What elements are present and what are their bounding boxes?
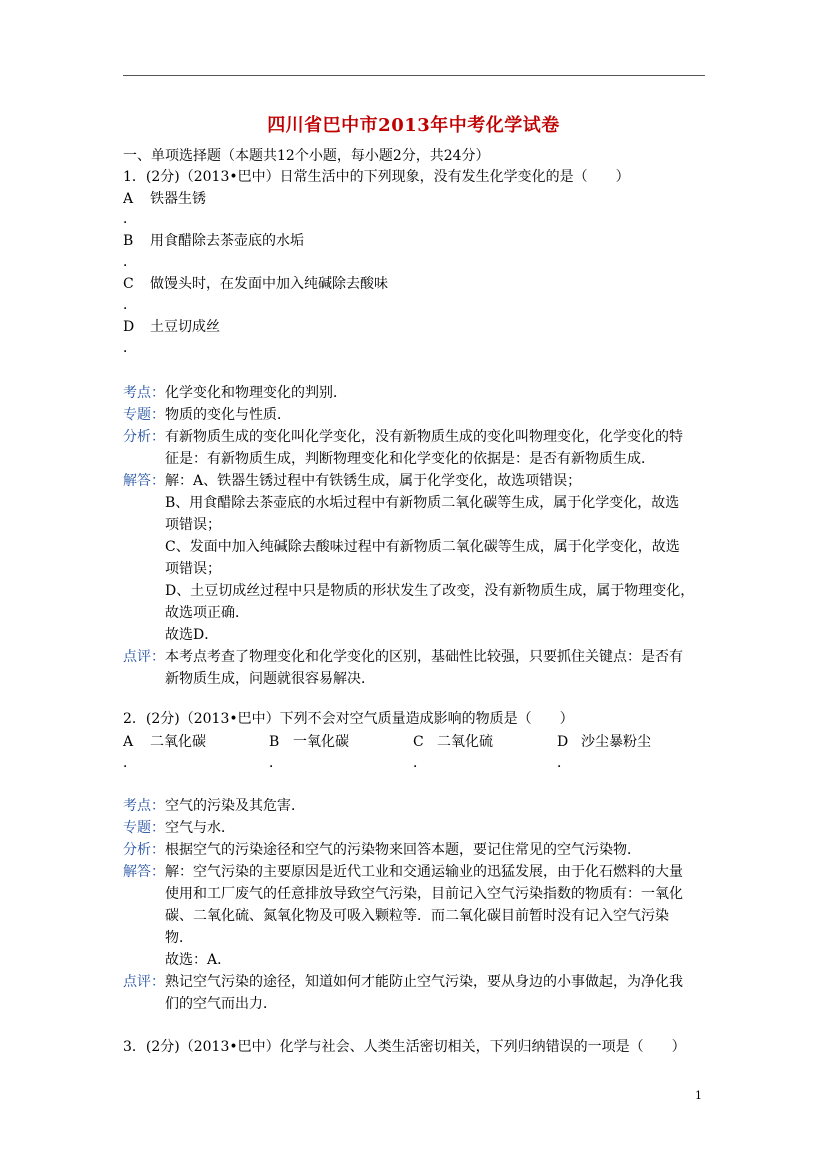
option-text: 用食醋除去茶壶底的水垢 [150, 233, 304, 249]
zhuanti-text: 物质的变化与性质． [165, 407, 291, 423]
option-dot: ． [413, 755, 427, 771]
q2-option-a [123, 732, 206, 752]
fenxi-row [123, 426, 713, 448]
dianping-text: 们的空气而出力． [165, 996, 277, 1012]
dianping-text: 本考点考查了物理变化和化学变化的区别，基础性比较强，只要抓住关键点：是否有 [165, 649, 683, 665]
option-dot: ． [123, 297, 137, 313]
option-letter: C [123, 276, 134, 292]
page-number: 1 [695, 1089, 702, 1102]
option-dot: ． [123, 211, 137, 227]
kaodian-row [123, 382, 713, 404]
page-title: 四川省巴中市2013年中考化学试卷 [267, 115, 560, 136]
fenxi-label: 分析： [123, 842, 165, 858]
q1-analysis [123, 382, 713, 690]
jieda-text: 物． [165, 930, 193, 946]
q2-option-d [557, 732, 651, 752]
section-heading: 一、单项选择题（本题共12个小题，每小题2分，共24分） [123, 148, 490, 164]
q1-option-d [123, 317, 220, 337]
dianping-cont [123, 668, 713, 690]
fenxi-label: 分析： [123, 429, 165, 445]
option-letter: B [123, 233, 134, 249]
dianping-cont [123, 993, 713, 1015]
q2-option-b [269, 732, 349, 752]
kaodian-text: 空气的污染及其危害． [165, 798, 305, 814]
jieda-cont [123, 883, 713, 905]
zhuanti-row [123, 817, 713, 839]
jieda-cont [123, 624, 713, 646]
option-text: 土豆切成丝 [150, 319, 220, 335]
q1-stem: 1．(2分)（2013•巴中）日常生活中的下列现象，没有发生化学变化的是（ ） [123, 169, 630, 185]
jieda-text: 故选D． [165, 627, 219, 643]
jieda-cont [123, 558, 713, 580]
dianping-label: 点评： [123, 974, 165, 990]
option-dot: ． [269, 755, 283, 771]
dianping-row [123, 971, 713, 993]
jieda-text: C、发面中加入纯碱除去酸味过程中有新物质二氧化碳等生成，属于化学变化，故选 [165, 539, 680, 555]
dianping-label: 点评： [123, 649, 165, 665]
option-letter: A [123, 734, 134, 750]
option-text: 二氧化硫 [437, 734, 493, 750]
jieda-text: 项错误； [165, 517, 221, 533]
jieda-text: B、用食醋除去茶壶底的水垢过程中有新物质二氧化碳等生成，属于化学变化，故选 [165, 495, 680, 511]
jieda-cont [123, 492, 713, 514]
fenxi-cont [123, 448, 713, 470]
kaodian-label: 考点： [123, 798, 165, 814]
jieda-row [123, 470, 713, 492]
option-text: 一氧化碳 [293, 734, 349, 750]
option-text: 沙尘暴粉尘 [581, 734, 651, 750]
jieda-row [123, 861, 713, 883]
option-text: 铁器生锈 [150, 191, 206, 207]
option-letter: A [123, 191, 134, 207]
q1-option-c [123, 274, 388, 294]
zhuanti-label: 专题： [123, 820, 165, 836]
option-dot: ． [557, 755, 571, 771]
option-letter: B [269, 734, 280, 750]
fenxi-text: 征是：有新物质生成，判断物理变化和化学变化的依据是：是否有新物质生成． [165, 451, 655, 467]
q3-stem: 3．(2分)（2013•巴中）化学与社会、人类生活密切相关，下列归纳错误的一项是（ ） [123, 1039, 686, 1055]
dianping-text: 熟记空气污染的途径，知道如何才能防止空气污染，要从身边的小事做起，为净化我 [165, 974, 683, 990]
header-rule [123, 75, 705, 76]
q1-option-b [123, 231, 304, 251]
zhuanti-label: 专题： [123, 407, 165, 423]
jieda-cont [123, 905, 713, 927]
kaodian-text: 化学变化和物理变化的判别． [165, 385, 347, 401]
dianping-text: 新物质生成，问题就很容易解决． [165, 671, 375, 687]
option-letter: D [557, 734, 569, 750]
jieda-label: 解答： [123, 864, 165, 880]
jieda-label: 解答： [123, 473, 165, 489]
jieda-text: 使用和工厂废气的任意排放导致空气污染，目前记入空气污染指数的物质有：一氧化 [165, 886, 683, 902]
option-dot: ． [123, 340, 137, 356]
q2-analysis [123, 795, 713, 1015]
zhuanti-row [123, 404, 713, 426]
q1-option-a [123, 189, 206, 209]
q2-option-c [413, 732, 493, 752]
dianping-row [123, 646, 713, 668]
option-dot: ． [123, 254, 137, 270]
zhuanti-text: 空气与水． [165, 820, 235, 836]
jieda-text: 故选：A． [165, 952, 232, 968]
jieda-text: 项错误； [165, 561, 221, 577]
jieda-text: 解：空气污染的主要原因是近代工业和交通运输业的迅猛发展，由于化石燃料的大量 [165, 864, 683, 880]
option-text: 做馒头时，在发面中加入纯碱除去酸味 [150, 276, 388, 292]
jieda-cont [123, 514, 713, 536]
option-text: 二氧化碳 [150, 734, 206, 750]
option-dot: ． [123, 755, 137, 771]
kaodian-label: 考点： [123, 385, 165, 401]
fenxi-row [123, 839, 713, 861]
option-letter: C [413, 734, 424, 750]
jieda-cont [123, 602, 713, 624]
fenxi-text: 根据空气的污染途径和空气的污染物来回答本题，要记住常见的空气污染物． [165, 842, 641, 858]
jieda-text: 解：A、铁器生锈过程中有铁锈生成，属于化学变化，故选项错误； [165, 473, 582, 489]
jieda-cont [123, 580, 713, 602]
option-letter: D [123, 319, 135, 335]
fenxi-text: 有新物质生成的变化叫化学变化，没有新物质生成的变化叫物理变化，化学变化的特 [165, 429, 683, 445]
jieda-text: D、土豆切成丝过程中只是物质的形状发生了改变，没有新物质生成，属于物理变化， [165, 583, 695, 599]
kaodian-row [123, 795, 713, 817]
jieda-cont [123, 949, 713, 971]
jieda-cont [123, 927, 713, 949]
jieda-cont [123, 536, 713, 558]
jieda-text: 碳、二氧化硫、氮氧化物及可吸入颗粒等．而二氧化碳目前暂时没有记入空气污染 [165, 908, 669, 924]
jieda-text: 故选项正确． [165, 605, 249, 621]
q2-stem: 2．(2分)（2013•巴中）下列不会对空气质量造成影响的物质是（ ） [123, 711, 574, 727]
